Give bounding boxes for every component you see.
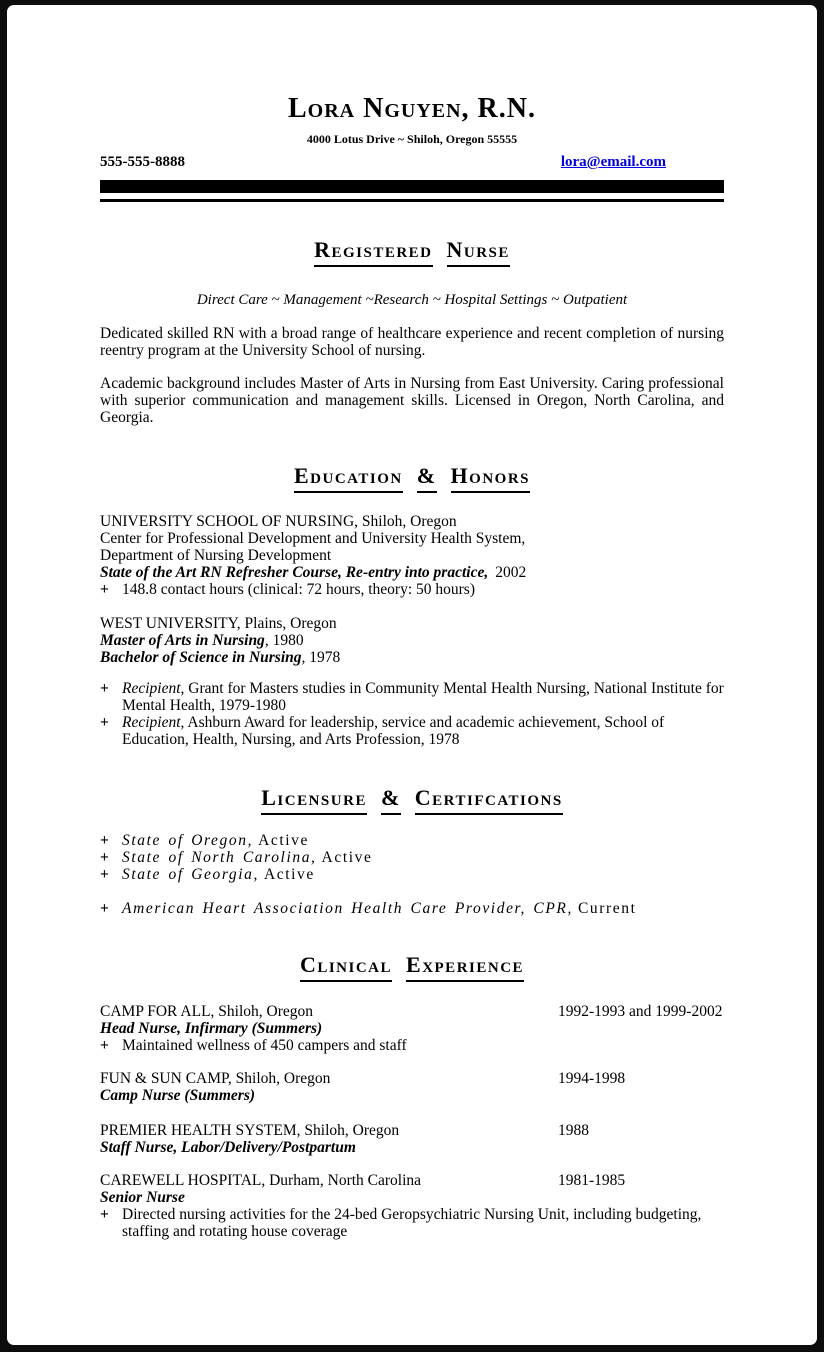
section-title-registered-nurse [100, 236, 724, 267]
employment-dates: 1988 [558, 1122, 589, 1139]
bullet-item [100, 1206, 724, 1240]
summary-paragraph-1: Dedicated skilled RN with a broad range of healthcare experience and recent completion of nursing reentry program at the University School of nursing. [100, 325, 724, 359]
certification-name: American Heart Association Health Care Provider, CPR, [122, 900, 573, 917]
experience-header [100, 1122, 724, 1139]
resume-page [7, 5, 817, 1345]
course-title: State of the Art RN Refresher Course, Re-entry into practice, [100, 564, 489, 581]
school-name: WEST UNIVERSITY, Plains, Oregon [100, 615, 337, 632]
license-status: Active [258, 832, 309, 849]
employment-dates: 1994-1998 [558, 1070, 626, 1087]
bullet-item [100, 1037, 724, 1054]
experience-entry [100, 1003, 724, 1054]
license-status: Active [263, 866, 315, 883]
plus-bullet-icon: + [100, 900, 111, 917]
specialties-tagline: Direct Care ~ Management ~Research ~ Hospital Settings ~ Outpatient [196, 292, 628, 308]
degree-year: , 1980 [264, 632, 304, 649]
employer-name: CAMP FOR ALL, Shiloh, Oregon [100, 1003, 314, 1020]
honor-lead: Recipient [122, 680, 181, 697]
degree-title: Master of Arts in Nursing [100, 632, 265, 649]
email-link[interactable]: lora@email.com [560, 154, 666, 170]
license-item [100, 832, 724, 849]
heading-word: & [381, 784, 401, 815]
divider-thin [100, 199, 724, 202]
license-status: Active [321, 849, 373, 866]
job-title: Senior Nurse [100, 1189, 185, 1206]
job-title: Staff Nurse, Labor/Delivery/Postpartum [100, 1139, 356, 1156]
honor-bullet-item [100, 714, 724, 748]
plus-bullet-icon: + [100, 866, 111, 883]
honor-detail: , Grant for Masters studies in Community Mental Health Nursing, National Institute for Mental Health, 1979-1980 [122, 680, 724, 714]
heading-word: Licensure [261, 784, 367, 815]
heading-word: Certifcations [415, 784, 563, 815]
employment-dates: 1981-1985 [558, 1172, 626, 1189]
employer-name: FUN & SUN CAMP, Shiloh, Oregon [100, 1070, 331, 1087]
job-title: Head Nurse, Infirmary (Summers) [100, 1020, 323, 1037]
bullet-text [122, 900, 724, 917]
plus-bullet-icon: + [100, 832, 111, 849]
section-title-licensure-certifications [100, 784, 724, 815]
bullet-text [122, 714, 724, 748]
bullet-text: Directed nursing activities for the 24-bed Geropsychiatric Nursing Unit, including budgeting, staffing and rotating house coverage [122, 1206, 702, 1240]
employment-dates: 1992-1993 and 1999-2002 [558, 1003, 723, 1020]
heading-word: Education [294, 462, 403, 493]
bullet-text [122, 849, 724, 866]
bullet-text: 148.8 contact hours (clinical: 72 hours, theory: 50 hours) [122, 581, 475, 598]
license-name: State of North Carolina, [122, 849, 317, 866]
experience-header [100, 1172, 724, 1189]
address-line: 4000 Lotus Drive ~ Shiloh, Oregon 55555 [306, 132, 518, 146]
degree-line [100, 632, 724, 649]
bullet-item [100, 581, 724, 598]
section-title-education-honors [100, 462, 724, 493]
experience-header [100, 1003, 724, 1020]
license-name: State of Georgia, [122, 866, 259, 883]
license-item [100, 849, 724, 866]
heading-word: Experience [406, 951, 524, 982]
experience-entry [100, 1122, 724, 1156]
certification-item [100, 900, 724, 917]
phone-number: 555-555-8888 [100, 154, 185, 170]
plus-bullet-icon: + [100, 714, 109, 731]
plus-bullet-icon: + [100, 1037, 109, 1054]
plus-bullet-icon: + [100, 1206, 109, 1223]
summary-paragraph-2: Academic background includes Master of Arts in Nursing from East University. Caring professional with superior communication and management skills. Licensed in Oregon, North Carolina, and Georgia. [100, 375, 724, 426]
experience-entry [100, 1172, 724, 1240]
bullet-text: Maintained wellness of 450 campers and staff [122, 1037, 407, 1054]
honor-lead: Recipient [122, 714, 181, 731]
bullet-text [122, 866, 724, 883]
license-item [100, 866, 724, 883]
heading-word: Nurse [447, 236, 510, 267]
plus-bullet-icon: + [100, 581, 109, 598]
degree-year: , 1978 [301, 649, 341, 666]
employer-name: PREMIER HEALTH SYSTEM, Shiloh, Oregon [100, 1122, 400, 1139]
honor-detail: , Ashburn Award for leadership, service and academic achievement, School of Education, Health, Nursing, and Arts Profession, 1978 [122, 714, 665, 748]
divider-thick [100, 180, 724, 193]
degree-title: Bachelor of Science in Nursing [100, 649, 302, 666]
experience-entry [100, 1070, 724, 1104]
heading-word: Honors [451, 462, 530, 493]
license-name: State of Oregon, [122, 832, 254, 849]
degree-line [100, 649, 724, 666]
plus-bullet-icon: + [100, 680, 109, 697]
experience-header [100, 1070, 724, 1087]
school-line: Center for Professional Development and University Health System, [100, 530, 526, 547]
heading-word: Registered [314, 236, 432, 267]
school-name: UNIVERSITY SCHOOL OF NURSING, Shiloh, Oregon [100, 513, 457, 530]
contact-row [100, 154, 724, 171]
employer-name: CAREWELL HOSPITAL, Durham, North Carolina [100, 1172, 422, 1189]
bullet-text [122, 680, 724, 714]
heading-word: & [417, 462, 437, 493]
education-entry [100, 513, 724, 598]
bullet-text [122, 832, 724, 849]
certification-status: Current [577, 900, 637, 917]
section-title-clinical-experience [100, 951, 724, 982]
heading-word: Clinical [300, 951, 392, 982]
honor-bullet-item [100, 680, 724, 714]
education-entry [100, 615, 724, 666]
plus-bullet-icon: + [100, 849, 111, 866]
job-title: Camp Nurse (Summers) [100, 1087, 256, 1104]
school-line: Department of Nursing Development [100, 547, 332, 564]
course-line [100, 564, 724, 581]
course-year: 2002 [495, 564, 527, 581]
person-name: Lora Nguyen, R.N. [287, 93, 536, 124]
